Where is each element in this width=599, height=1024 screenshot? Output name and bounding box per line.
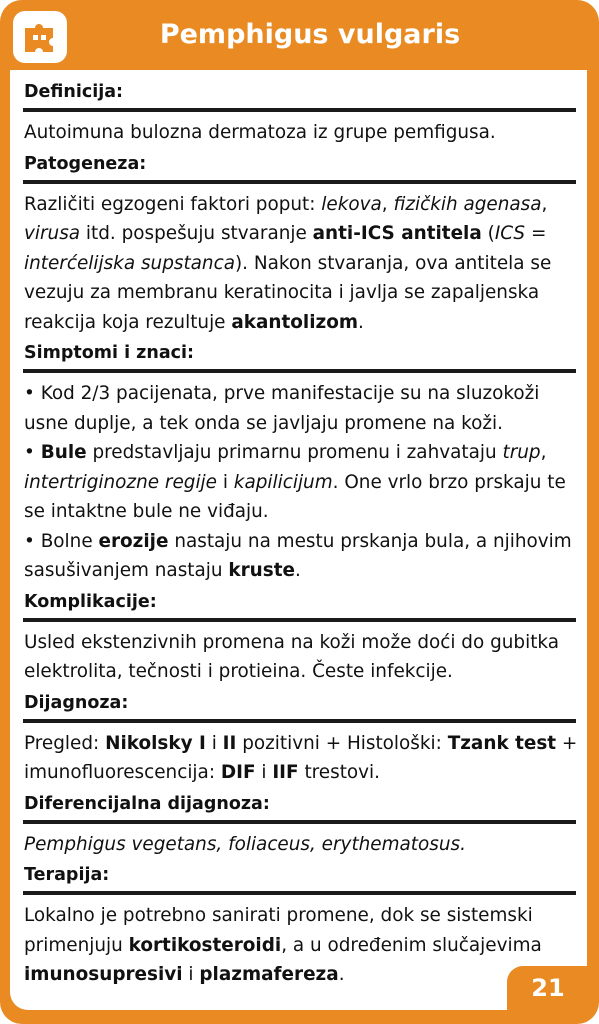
section bbox=[24, 78, 579, 148]
text-run: i bbox=[182, 964, 200, 985]
section-divider bbox=[23, 891, 576, 895]
paragraph bbox=[24, 118, 579, 148]
paragraph bbox=[24, 628, 579, 687]
text-run: nastaju na mestu prskanja bula, a njihovim sasušivanjem nastaju bbox=[24, 530, 572, 581]
text-run: Tzank test bbox=[447, 732, 557, 754]
text-run: trup bbox=[502, 442, 541, 463]
text-run: fizičkih agenasa bbox=[393, 193, 542, 215]
text-run: ). Nakon stvaranja, ova antitela se vezuju za membranu keratinocita i javlja se zapaljenska reakcija koja rezultuje bbox=[24, 252, 552, 333]
section-divider bbox=[23, 719, 576, 723]
text-run: trestovi. bbox=[298, 762, 381, 783]
text-run: akantolizom bbox=[231, 311, 359, 333]
text-run: . bbox=[294, 560, 301, 581]
section-body bbox=[24, 379, 579, 586]
text-run: , bbox=[381, 193, 394, 215]
page-title: Pemphigus vulgaris bbox=[159, 19, 461, 50]
section bbox=[24, 861, 579, 990]
text-run: virusa bbox=[24, 223, 81, 244]
text-run: + imunofluorescencija: bbox=[24, 732, 578, 783]
text-run: Usled ekstenzivnih promena na koži može doći do gubitka elektrolita, tečnosti i protieina. Česte infekcije. bbox=[24, 631, 559, 682]
text-run: II bbox=[222, 732, 237, 754]
section bbox=[24, 150, 579, 338]
section-body bbox=[24, 830, 579, 860]
text-run: pozitivni + Histološki: bbox=[236, 732, 448, 754]
text-run: kruste bbox=[228, 560, 295, 581]
text-run: . One vrlo brzo prskaju te se intaktne bule ne viđaju. bbox=[24, 471, 566, 522]
section-title: Patogeneza: bbox=[24, 153, 147, 174]
text-run: i bbox=[216, 471, 234, 493]
section-divider bbox=[23, 108, 576, 112]
section-title: Terapija: bbox=[24, 865, 110, 885]
text-run: lekova bbox=[321, 193, 382, 215]
text-run: DIF bbox=[220, 762, 256, 783]
section bbox=[24, 588, 579, 687]
text-run: ( bbox=[481, 223, 495, 244]
section-body bbox=[24, 118, 579, 148]
text-run: . bbox=[358, 311, 364, 333]
section bbox=[24, 790, 579, 860]
text-run: . bbox=[338, 964, 345, 985]
text-run: • Kod 2/3 pacijenata, prve manifestacije su na sluzokoži usne duplje, a tek onda se javljaju promene na koži. bbox=[24, 383, 540, 434]
text-run: Nikolsky I bbox=[105, 732, 206, 754]
paragraph bbox=[24, 527, 579, 586]
section bbox=[24, 339, 579, 586]
content-sections bbox=[24, 78, 579, 992]
section-title: Komplikacije: bbox=[24, 591, 157, 612]
text-run: i bbox=[255, 762, 273, 783]
paragraph bbox=[24, 901, 579, 990]
section-divider bbox=[23, 820, 576, 824]
text-run: , a u određenim slučajevima bbox=[281, 934, 542, 956]
section bbox=[24, 689, 579, 788]
text-run: • bbox=[24, 442, 41, 463]
page-number-badge: 21 bbox=[507, 966, 589, 1010]
text-run: itd. pospešuju stvaranje bbox=[80, 223, 313, 244]
text-run: predstavljaju primarnu promenu i zahvataju bbox=[86, 442, 503, 463]
card-header bbox=[0, 0, 599, 70]
section-divider bbox=[23, 369, 576, 373]
text-run: , bbox=[540, 442, 547, 463]
text-run: Različiti egzogeni faktori poput: bbox=[24, 193, 322, 215]
text-run: IIF bbox=[272, 762, 299, 783]
paragraph bbox=[24, 379, 579, 438]
paragraph bbox=[24, 830, 579, 860]
text-run: • Bolne bbox=[24, 530, 99, 552]
text-run: anti-ICS antitela bbox=[312, 223, 482, 244]
section-body bbox=[24, 901, 579, 990]
section-body bbox=[24, 190, 579, 338]
section-title: Diferencijalna dijagnoza: bbox=[24, 793, 270, 814]
text-run: intertriginozne regije bbox=[24, 471, 217, 493]
paragraph bbox=[24, 729, 579, 788]
paragraph bbox=[24, 438, 579, 527]
text-run: Pemphigus vegetans, foliaceus, erythematosus. bbox=[24, 833, 466, 855]
text-run: kortikosteroidi bbox=[128, 934, 282, 956]
text-run: ICS = interćelijska supstanca bbox=[24, 223, 547, 274]
logo bbox=[13, 11, 67, 63]
section-title: Dijagnoza: bbox=[24, 692, 129, 713]
text-run: i bbox=[205, 732, 223, 754]
text-run: kapilicijum bbox=[233, 471, 333, 493]
text-run: imunosupresivi bbox=[24, 964, 183, 985]
text-run: Lokalno je potrebno sanirati promene, dok se sistemski primenjuju bbox=[24, 905, 533, 956]
section-body bbox=[24, 729, 579, 788]
section-body bbox=[24, 628, 579, 687]
puzzle-piece-icon bbox=[21, 18, 59, 56]
section-divider bbox=[23, 180, 576, 184]
text-run: , bbox=[541, 193, 548, 215]
text-run: plazmafereza bbox=[199, 964, 339, 985]
text-run: Bule bbox=[40, 442, 87, 463]
text-run: Autoimuna bulozna dermatoza iz grupe pemfigusa. bbox=[24, 122, 496, 143]
section-title: Simptomi i znaci: bbox=[24, 343, 194, 363]
section-title: Definicija: bbox=[24, 82, 124, 102]
text-run: Pregled: bbox=[24, 732, 106, 754]
text-run: erozije bbox=[98, 530, 169, 552]
section-divider bbox=[23, 618, 576, 622]
paragraph bbox=[24, 190, 579, 338]
